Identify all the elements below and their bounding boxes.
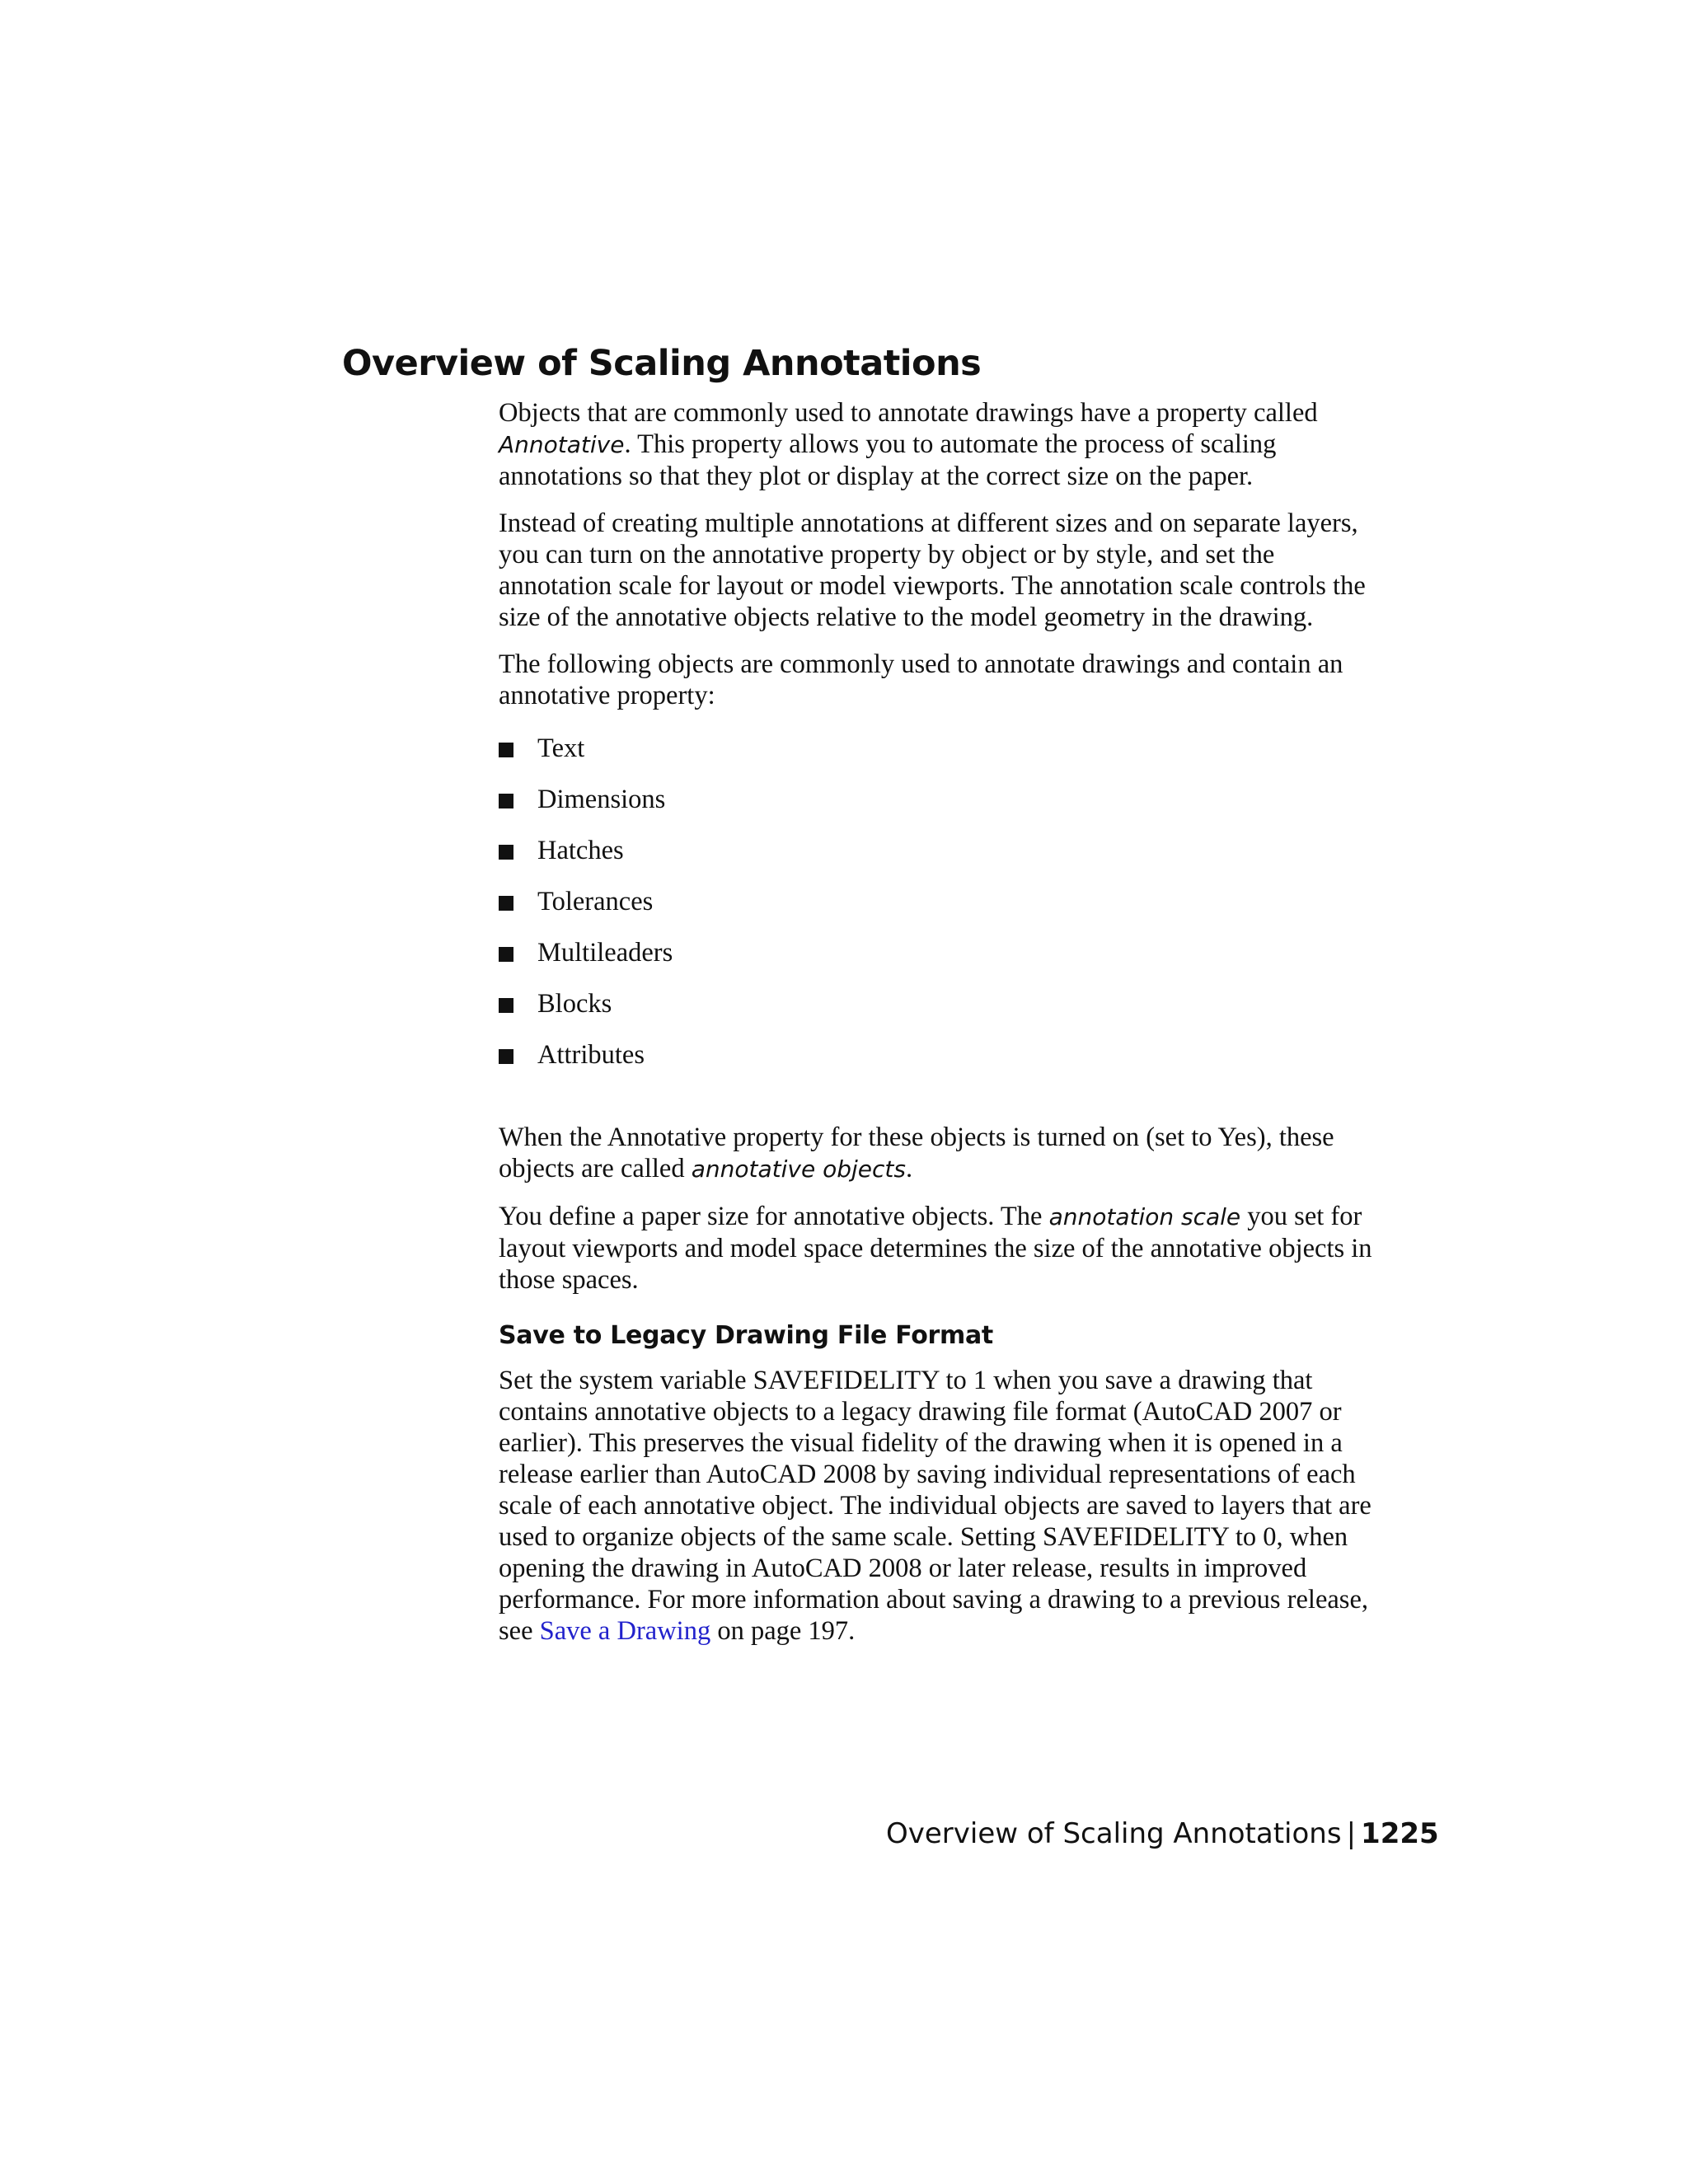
square-bullet-icon	[499, 896, 513, 911]
list-item: Text	[499, 733, 1372, 784]
square-bullet-icon	[499, 998, 513, 1013]
square-bullet-icon	[499, 743, 513, 757]
page-number: 1225	[1361, 1817, 1439, 1850]
footer-title: Overview of Scaling Annotations	[886, 1817, 1342, 1850]
objects-intro-paragraph: The following objects are commonly used to annotate drawings and contain an annotative property:	[499, 649, 1343, 710]
list-item: Hatches	[499, 835, 1372, 886]
body-column	[499, 397, 1372, 1662]
intro-paragraph: Objects that are commonly used to annotate drawings have a property called Annotative. This property allows you to automate the process of scaling annotations so that they plot or display at the correct size on the paper.	[499, 398, 1318, 491]
paper-size-paragraph: You define a paper size for annotative objects. The annotation scale you set for layout viewports and model space determines the size of the annotative objects in those spaces.	[499, 1202, 1372, 1295]
list-item: Multileaders	[499, 937, 1372, 988]
save-a-drawing-link[interactable]: Save a Drawing	[539, 1616, 711, 1646]
savefidelity-paragraph: Set the system variable SAVEFIDELITY to 1 when you save a drawing that contains annotative objects to a legacy drawing file format (AutoCAD 2007 or earlier). This preserves the visual fidelity of the drawing when it is opened in a release earlier than AutoCAD 2008 by saving individual representations of each scale of each annotative object. The individual objects are saved to layers that are used to organize objects of the same scale. Setting SAVEFIDELITY to 0, when opening the drawing in AutoCAD 2008 or later release, results in improved performance. For more information about saving a drawing to a previous release, see Save a Drawing on page 197.	[499, 1366, 1372, 1646]
square-bullet-icon	[499, 845, 513, 860]
square-bullet-icon	[499, 794, 513, 808]
annotative-objects-list	[499, 733, 1372, 1090]
instead-paragraph: Instead of creating multiple annotations at different sizes and on separate layers, you can turn on the annotative property by object or by style, and set the annotation scale for layout or model viewports. The annotation scale controls the size of the annotative objects relative to the model geometry in the drawing.	[499, 509, 1366, 632]
list-item: Dimensions	[499, 784, 1372, 835]
list-item: Tolerances	[499, 886, 1372, 937]
annotative-objects-term: annotative objects	[691, 1155, 906, 1183]
square-bullet-icon	[499, 1049, 513, 1064]
list-item: Attributes	[499, 1039, 1372, 1090]
page-footer	[886, 1817, 1439, 1850]
annotation-scale-term: annotation scale	[1048, 1203, 1241, 1230]
square-bullet-icon	[499, 947, 513, 962]
footer-separator: |	[1346, 1817, 1357, 1850]
page-title: Overview of Scaling Annotations	[342, 343, 982, 384]
section-heading: Save to Legacy Drawing File Format	[499, 1321, 993, 1350]
annotative-objects-paragraph: When the Annotative property for these objects is turned on (set to Yes), these objects are called annotative objects.	[499, 1122, 1334, 1183]
annotative-term: Annotative	[499, 431, 625, 458]
list-item: Blocks	[499, 988, 1372, 1039]
